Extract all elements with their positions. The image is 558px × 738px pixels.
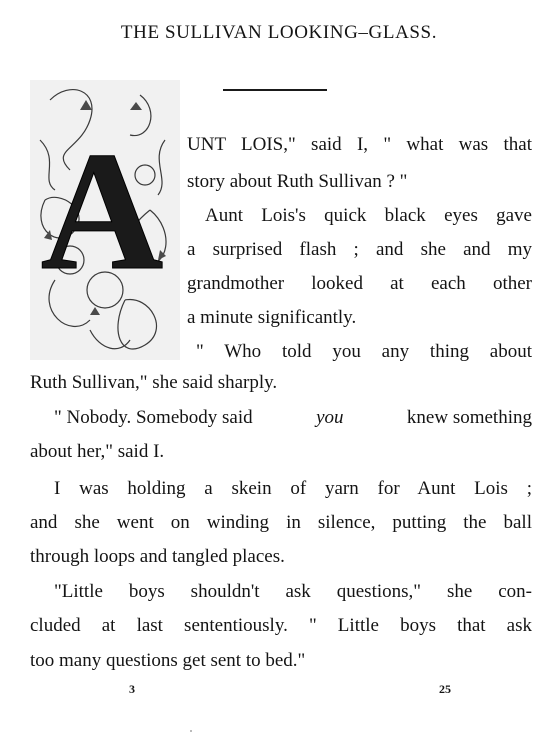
text-line: "Little boys shouldn't ask questions," she con-	[54, 581, 532, 602]
ornamental-initial	[30, 80, 180, 360]
text-line: grandmother looked at each other	[187, 273, 532, 294]
text-line: I was holding a skein of yarn for Aunt Lois ;	[54, 478, 532, 499]
ornamental-initial-art	[30, 80, 180, 360]
text-line: UNT LOIS," said I, " what was that	[187, 134, 532, 155]
text-line: cluded at last sententiously. " Little boys that ask	[30, 615, 532, 636]
signature-mark: 3	[129, 682, 135, 696]
text-line: story about Ruth Sullivan ? "	[187, 171, 408, 192]
text-line: Ruth Sullivan," she said sharply.	[30, 372, 278, 393]
page-number: 25	[439, 682, 451, 696]
text-line: too many questions get sent to bed."	[30, 650, 306, 671]
emphasis-word: you	[316, 407, 344, 428]
text-line: Aunt Lois's quick black eyes gave	[205, 205, 532, 226]
text-line: about her," said I.	[30, 441, 165, 462]
text-line: through loops and tangled places.	[30, 546, 285, 567]
text-span: knew something	[406, 407, 532, 428]
text-line: " Who told you any thing about	[196, 341, 532, 362]
text-line: a minute significantly.	[187, 307, 357, 328]
speck	[190, 730, 192, 732]
text-span: " Nobody. Somebody said	[54, 407, 253, 428]
section-rule	[223, 89, 327, 91]
drop-cap-letter: A	[40, 117, 164, 305]
running-head: THE SULLIVAN LOOKING–GLASS.	[120, 22, 438, 43]
text-line-with-emphasis	[54, 406, 532, 430]
text-line: and she went on winding in silence, putting the ball	[30, 512, 532, 533]
text-line: a surprised flash ; and she and my	[187, 239, 532, 260]
